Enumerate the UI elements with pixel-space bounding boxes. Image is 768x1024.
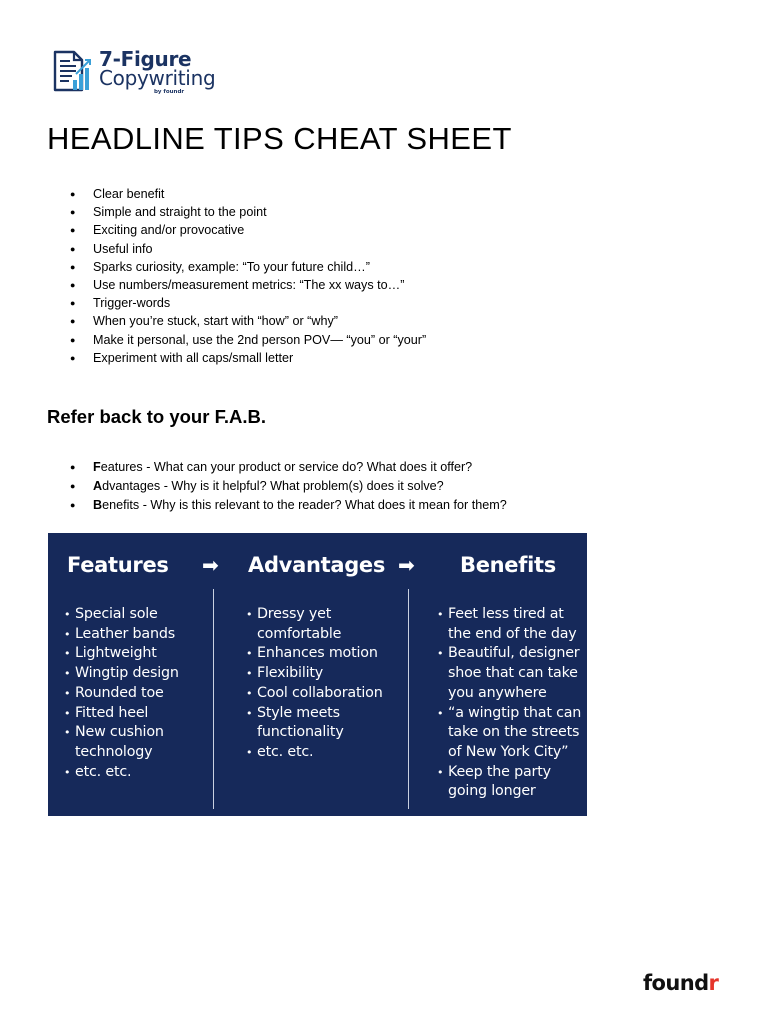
- item-text: eatures - What can your product or service do? What does it offer?: [100, 460, 473, 474]
- benefits-heading: Benefits: [460, 553, 556, 577]
- list-item: • New cushion technology: [64, 723, 174, 762]
- logo-byline: by foundr: [154, 89, 185, 95]
- item-text: enefits - Why is this relevant to the reader? What does it mean for them?: [102, 498, 507, 512]
- item-initial: A: [93, 479, 103, 493]
- list-item: ● Sparks curiosity, example: “To your future child…”: [70, 258, 426, 276]
- list-item: ● Clear benefit: [70, 185, 426, 203]
- list-item: ● Exciting and/or provocative: [70, 221, 426, 239]
- list-item: ● Simple and straight to the point: [70, 203, 426, 221]
- document-chart-icon: [52, 48, 92, 94]
- list-item: ● Use numbers/measurement metrics: “The xx ways to…”: [70, 276, 426, 294]
- list-item: • Keep the party going longer: [437, 763, 562, 802]
- list-item: • etc. etc.: [246, 743, 383, 763]
- advantages-heading: Advantages: [248, 553, 386, 577]
- list-item: ● Trigger-words: [70, 294, 426, 312]
- column-divider: [408, 589, 409, 809]
- logo-subtitle: Copywriting: [99, 66, 216, 90]
- arrow-right-icon: ➡: [398, 553, 415, 577]
- list-item: • Leather bands: [64, 625, 179, 645]
- list-item: • Feet less tired at the end of the day: [437, 605, 582, 644]
- item-text: dvantages - Why is it helpful? What problem(s) does it solve?: [102, 479, 444, 493]
- item-initial: F: [93, 460, 101, 474]
- list-item: • Style meets functionality: [246, 704, 366, 743]
- list-item: • Beautiful, designer shoe that can take you anywhere: [437, 644, 582, 703]
- fab-graphic: [48, 533, 587, 816]
- list-item: • Fitted heel: [64, 704, 179, 724]
- list-item: ● When you’re stuck, start with “how” or “why”: [70, 312, 426, 330]
- list-item: [70, 496, 507, 515]
- list-item: [70, 458, 507, 477]
- tips-list: [70, 185, 426, 367]
- column-divider: [213, 589, 214, 809]
- list-item: • Cool collaboration: [246, 684, 383, 704]
- list-item: • Rounded toe: [64, 684, 179, 704]
- footer-logo-text: found: [643, 971, 709, 995]
- list-item: • Special sole: [64, 605, 179, 625]
- list-item: [70, 477, 507, 496]
- footer-logo-accent: r: [708, 971, 719, 995]
- fab-list: [70, 458, 507, 515]
- benefits-list: [437, 605, 582, 802]
- list-item: ● Make it personal, use the 2nd person POV— “you” or “your”: [70, 331, 426, 349]
- list-item: • Flexibility: [246, 664, 383, 684]
- list-item: • Lightweight: [64, 644, 179, 664]
- features-list: [64, 605, 179, 782]
- list-item: ● Useful info: [70, 240, 426, 258]
- list-item: • “a wingtip that can take on the streets of New York City”: [437, 704, 582, 763]
- logo-brand: 7-Figure: [99, 47, 192, 71]
- list-item: • Enhances motion: [246, 644, 383, 664]
- list-item: • Wingtip design: [64, 664, 179, 684]
- list-item: • Dressy yet comfortable: [246, 605, 356, 644]
- list-item: ● Experiment with all caps/small letter: [70, 349, 426, 367]
- footer-logo: [643, 970, 718, 996]
- logo: [52, 48, 242, 96]
- features-heading: Features: [67, 553, 169, 577]
- fab-heading: Refer back to your F.A.B.: [47, 406, 266, 427]
- arrow-right-icon: ➡: [202, 553, 219, 577]
- list-item: • etc. etc.: [64, 763, 179, 783]
- page-title: HEADLINE TIPS CHEAT SHEET: [47, 121, 512, 156]
- item-initial: B: [93, 498, 103, 512]
- advantages-list: [246, 605, 383, 763]
